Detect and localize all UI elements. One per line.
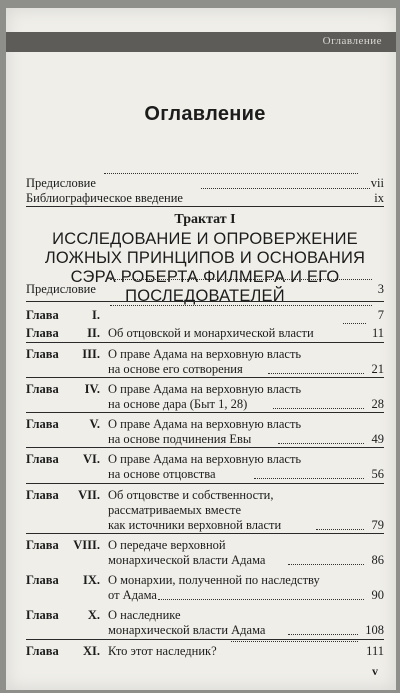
divider [26,483,384,484]
dot-leader [104,173,358,174]
dot-leader [110,305,372,306]
dot-leader [343,323,366,324]
dot-leader [268,373,364,374]
divider [26,639,384,640]
running-header: Оглавление [322,35,382,47]
dot-leader [273,408,364,409]
dot-leader [158,599,364,600]
page-number: v [372,664,378,678]
treatise-subtitle: ИССЛЕДОВАНИЕ И ОПРОВЕРЖЕНИЕ ЛОЖНЫХ ПРИНЦИПОВ И ОСНОВАНИЯ СЭРА РОБЕРТА ФИЛМЕРА И ЕГО ПОСЛЕДОВАТЕЛЕЙ [44,230,366,305]
divider [26,206,384,207]
treatise-heading: Трактат I [174,212,236,227]
divider [26,377,384,378]
divider [26,533,384,534]
divider [26,447,384,448]
book-page: Оглавление Оглавление Предисловие vii Библиографическое введение ix Трактат I ИССЛЕДОВАНИЕ И ОПРОВЕРЖЕНИЕ ЛОЖНЫХ ПРИНЦИПОВ И ОСНОВАНИЯ СЭРА РОБЕРТА ФИЛМЕРА И ЕГО ПОСЛЕДОВАТЕЛЕЙ Предисловие 3 Глава I. 7 Глава II. Об отцовской и монархической власти 11 Глава III. О праве Адама на верховную власть на основе его сотворения 21 Глава IV. О праве Адама на верховную власть на основе дара (Быт 1, 28) 28 Глава V. О праве Адама на верховную власть на основе подчинения Евы 49 Глава VI. О праве Адама на верховную власть на основе отцовства 56 Глава VII. Об отцовстве и собственности, рассматриваемых вместе как источники верховной власти 79 Глава VIII. О передаче верховной монархической власти Адама 86 Глава IX. О монархии, полученной по наследству от Адама 90 Глава X. О наследнике монархической власти Адама 108 Глава XI. Кто этот наследник? 111 [6,8,396,690]
dot-leader [254,478,364,479]
bleed-through-header [6,32,396,52]
dot-leader [288,564,364,565]
dot-leader [278,443,364,444]
dot-leader [316,529,364,530]
dot-leader [288,634,358,635]
divider [26,412,384,413]
dot-leader [201,188,370,189]
dot-leader [231,641,358,642]
divider [26,342,384,343]
dot-leader [110,279,372,280]
page-title: Оглавление [144,103,266,125]
divider [26,301,384,302]
